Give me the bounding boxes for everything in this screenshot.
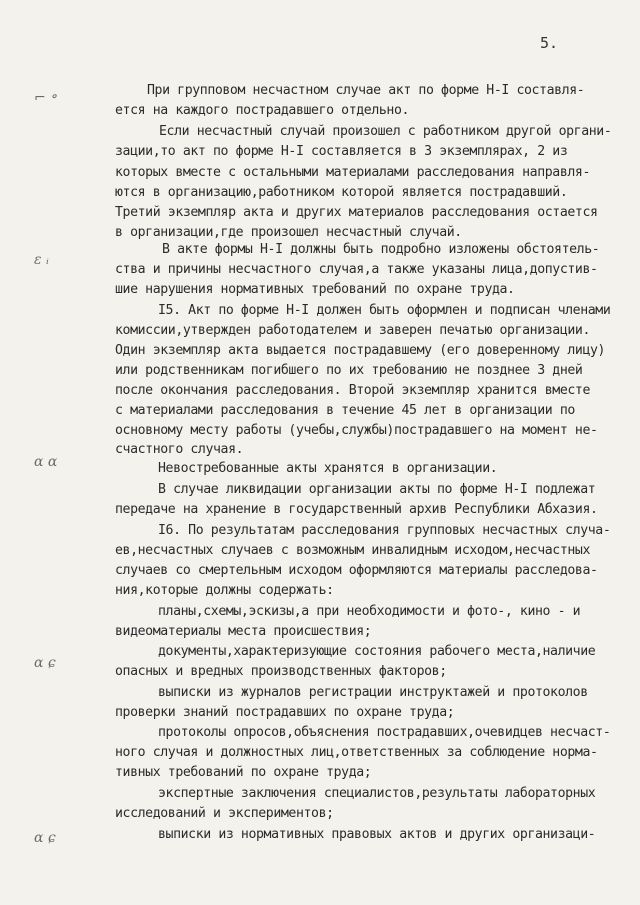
text-line: документы,характеризующие состояния рабочего места,наличие <box>158 644 596 659</box>
text-line: в организации,где произошел несчастный случай. <box>115 225 462 240</box>
text-line: с материалами расследования в течение 45 лет в организации по <box>115 403 575 418</box>
text-line: ного случая и должностных лиц,ответственных за соблюдение норма- <box>115 745 598 760</box>
text-line: протоколы опросов,объяснения пострадавших,очевидцев несчаст- <box>158 725 611 740</box>
text-line: передаче на хранение в государственный архив Республики Абхазия. <box>115 502 598 517</box>
text-line: выписки из журналов регистрации инструктажей и протоколов <box>158 685 588 700</box>
text-line: I5. Акт по форме Н-I должен быть оформлен и подписан членами <box>158 303 611 318</box>
margin-mark: ɑ ɕ <box>34 830 56 846</box>
text-line: проверки знаний пострадавших по охране труда; <box>115 705 455 720</box>
text-line: I6. По результатам расследования групповых несчастных случа- <box>158 523 611 538</box>
text-line: При групповом несчастном случае акт по форме Н-I составля- <box>147 83 585 98</box>
text-line: видеоматериалы места происшествия; <box>115 624 372 639</box>
text-line: Невостребованные акты хранятся в организации. <box>158 461 498 476</box>
text-line: или родственникам погибшего по их требованию не позднее 3 дней <box>115 363 583 378</box>
text-line: тивных требований по охране труда; <box>115 765 372 780</box>
text-line: Третий экземпляр акта и других материалов расследования остается <box>115 205 598 220</box>
page-number: 5. <box>540 34 559 52</box>
text-line: В случае ликвидации организации акты по форме Н-I подлежат <box>158 482 596 497</box>
text-line: ев,несчастных случаев с возможным инвалидным исходом,несчастных <box>115 543 590 558</box>
text-line: планы,схемы,эскизы,а при необходимости и фото-, кино - и <box>158 604 581 619</box>
text-line: которых вместе с остальными материалами расследования направля- <box>115 165 590 180</box>
text-line: ства и причины несчастного случая,а также указаны лица,допустив- <box>115 262 598 277</box>
text-line: выписки из нормативных правовых актов и других организаци- <box>158 827 596 842</box>
text-line: комиссии,утвержден работодателем и заверен печатью организации. <box>115 323 590 338</box>
text-line: В акте формы Н-I должны быть подробно изложены обстоятель- <box>162 242 600 257</box>
text-line: опасных и вредных производственных факторов; <box>115 664 447 679</box>
text-line: Один экземпляр акта выдается пострадавшему (его доверенному лицу) <box>115 343 606 358</box>
margin-mark: ɛ ᵢ <box>34 252 49 268</box>
text-line: шие нарушения нормативных требований по охране труда. <box>115 282 515 297</box>
text-line: зации,то акт по форме Н-I составляется в 3 экземплярах, 2 из <box>115 144 568 159</box>
text-line: ния,которые должны содержать: <box>115 583 334 598</box>
margin-mark: ɑ ɕ <box>34 655 56 671</box>
text-line: после окончания расследования. Второй экземпляр хранится вместе <box>115 383 590 398</box>
text-line: счастного случая. <box>115 442 244 457</box>
margin-mark: ɑ ɑ <box>34 454 58 470</box>
text-line: ется на каждого пострадавшего отдельно. <box>115 103 410 118</box>
text-line: основному месту работы (учебы,службы)пострадавшего на момент не- <box>115 423 598 438</box>
text-line: экспертные заключения специалистов,результаты лабораторных <box>158 786 596 801</box>
text-line: Если несчастный случай произошел с работником другой органи- <box>159 124 612 139</box>
text-line: случаев со смертельным исходом оформляются материалы расследова- <box>115 563 598 578</box>
text-line: исследований и экспериментов; <box>115 806 334 821</box>
margin-mark: ⌐ ॰ <box>34 90 57 106</box>
text-line: ются в организацию,работником которой является пострадавший. <box>115 185 568 200</box>
